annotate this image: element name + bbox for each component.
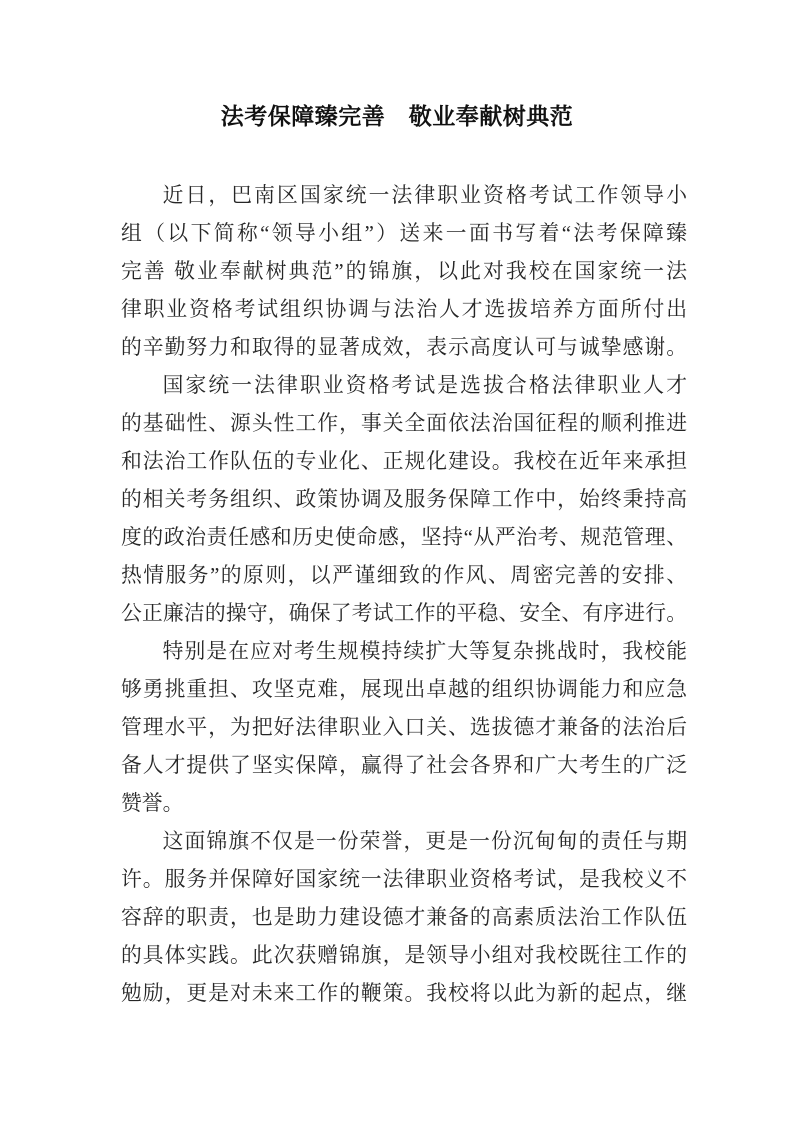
text-line: 近日，巴南区国家统一法律职业资格考试工作领导小 — [162, 184, 687, 207]
text-line: 容辞的职责，也是助力建设德才兼备的高素质法治工作队伍 — [121, 906, 687, 929]
text-line: 赞誉。 — [121, 792, 184, 815]
text-line: 国家统一法律职业资格考试是选拔合格法律职业人才 — [162, 374, 687, 397]
document-title: 法考保障臻完善 敬业奉献树典范 — [220, 104, 574, 129]
text-line: 公正廉洁的操守，确保了考试工作的平稳、安全、有序进行。 — [121, 602, 687, 625]
text-line: 勉励，更是对未来工作的鞭策。我校将以此为新的起点，继 — [121, 982, 687, 1005]
text-line: 的相关考务组织、政策协调及服务保障工作中，始终秉持高 — [121, 488, 687, 511]
text-line: 许。服务并保障好国家统一法律职业资格考试，是我校义不 — [121, 868, 687, 891]
text-line: 管理水平，为把好法律职业入口关、选拔德才兼备的法治后 — [121, 716, 687, 739]
text-line: 完善 敬业奉献树典范”的锦旗，以此对我校在国家统一法 — [121, 260, 687, 283]
text-line: 律职业资格考试组织协调与法治人才选拔培养方面所付出 — [121, 298, 687, 321]
text-line: 度的政治责任感和历史使命感，坚持“从严治考、规范管理、 — [121, 526, 687, 549]
text-line: 的基础性、源头性工作，事关全面依法治国征程的顺利推进 — [121, 412, 687, 435]
text-line: 热情服务”的原则，以严谨细致的作风、周密完善的安排、 — [121, 564, 687, 587]
text-line: 和法治工作队伍的专业化、正规化建设。我校在近年来承担 — [121, 450, 687, 473]
text-line: 这面锦旗不仅是一份荣誉，更是一份沉甸甸的责任与期 — [162, 830, 687, 853]
text-line: 组（以下简称“领导小组”）送来一面书写着“法考保障臻 — [121, 222, 687, 245]
text-line: 备人才提供了坚实保障，赢得了社会各界和广大考生的广泛 — [121, 754, 687, 777]
text-line: 特别是在应对考生规模持续扩大等复杂挑战时，我校能 — [162, 640, 687, 663]
text-line: 的辛勤努力和取得的显著成效，表示高度认可与诚挚感谢。 — [121, 336, 687, 359]
text-line: 够勇挑重担、攻坚克难，展现出卓越的组织协调能力和应急 — [121, 678, 687, 701]
text-line: 的具体实践。此次获赠锦旗，是领导小组对我校既往工作的 — [121, 944, 687, 967]
document-body — [121, 177, 687, 1013]
